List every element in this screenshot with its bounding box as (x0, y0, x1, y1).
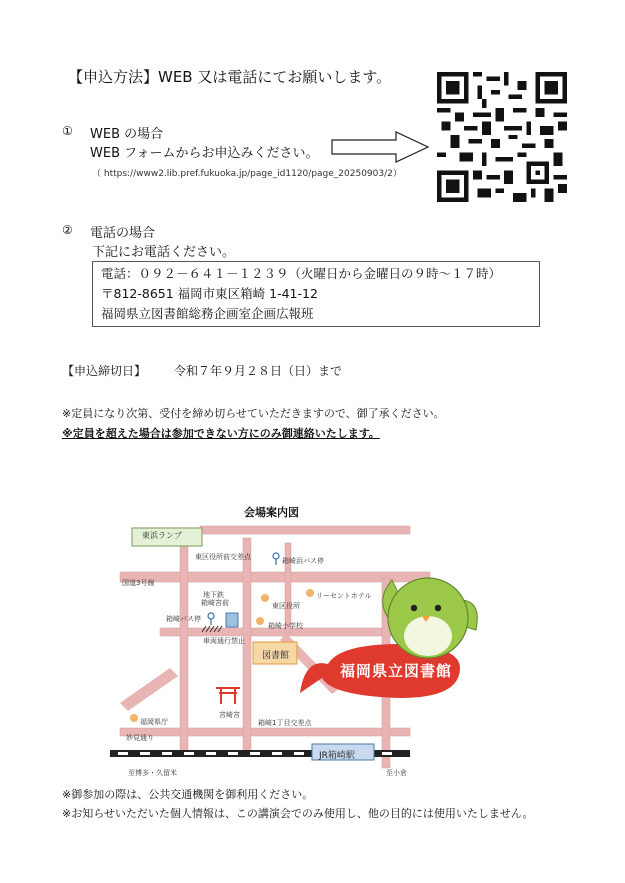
phone-instruction: 下記にお電話ください。 (92, 245, 236, 260)
deadline-label: 【申込締切日】 (62, 364, 147, 378)
map-label-no-entry: 車両通行禁止 (203, 637, 245, 645)
map-label-tohama: 東浜ランプ (142, 531, 182, 540)
contact-phone: 電話：０９２－６４１－１２３９（火曜日から金曜日の９時～１７時） (101, 266, 502, 281)
deadline-date: 令和７年９月２８日（日）まで (174, 364, 343, 378)
phone-title: 電話の場合 (90, 226, 156, 241)
note-privacy: ※お知らせいただいた個人情報は、この講演会でのみ使用し、他の目的には使用いたしません。 (62, 807, 534, 820)
map-title: 会場案内図 (244, 506, 299, 519)
map-label-chome1-intersection: 箱崎1丁目交差点 (258, 719, 312, 727)
map-label-subway: 地下鉄 (203, 591, 224, 599)
map-label-hakozaki-school: 箱崎小学校 (268, 622, 303, 630)
contact-box (92, 261, 540, 327)
map-label-hakozakimiyamae: 箱崎宮前 (201, 599, 229, 607)
map-label-higashiku-intersection: 東区役所前交差点 (195, 553, 251, 561)
map-label-jr-station: JR箱崎駅 (319, 751, 355, 761)
map-label-shimi-street: 妙見通り (126, 734, 154, 742)
contact-address: 〒812-8651 福岡市東区箱崎 1-41-12 (101, 286, 318, 301)
map-label-route3: 国道3号線 (122, 579, 155, 587)
arrow-right-icon (330, 130, 430, 164)
phone-number: ② (62, 223, 73, 237)
note-capacity: ※定員になり次第、受付を締め切らせていただきますので、御了承ください。 (62, 407, 445, 420)
web-number: ① (62, 124, 73, 138)
map-label-to-kokura: 至小倉 (386, 769, 407, 777)
map-label-pref-office: 福岡県庁 (140, 718, 168, 726)
web-instruction: WEB フォームからお申込みください。 (90, 146, 319, 161)
map-label-library: 図書館 (262, 651, 290, 661)
application-heading: 【申込方法】WEB 又は電話にてお願いします。 (68, 68, 392, 86)
map-library-banner: 福岡県立図書館 (340, 662, 453, 680)
map-label-shrine: 宮崎宮 (219, 711, 240, 719)
note-over-capacity: ※定員を超えた場合は参加できない方にのみ御連絡いたします。 (62, 427, 380, 440)
map-label-higashiku-office: 東区役所 (272, 602, 300, 610)
map-label-hakozakihama-bus: 箱崎浜バス停 (282, 557, 324, 565)
qr-code[interactable] (437, 72, 567, 202)
web-title: WEB の場合 (90, 127, 164, 142)
map-label-to-hakata: 至博多・久留米 (128, 769, 177, 777)
web-url[interactable]: （ https://www2.lib.pref.fukuoka.jp/page_id1120/page_20250903/2） (92, 169, 402, 179)
contact-department: 福岡県立図書館総務企画室企画広報班 (101, 306, 314, 321)
note-transit: ※御参加の際は、公共交通機関を御利用ください。 (62, 788, 314, 801)
map-label-hakozaki-bus: 箱崎バス停 (166, 615, 201, 623)
map-label-recent-hotel: リーセントホテル (316, 592, 372, 600)
